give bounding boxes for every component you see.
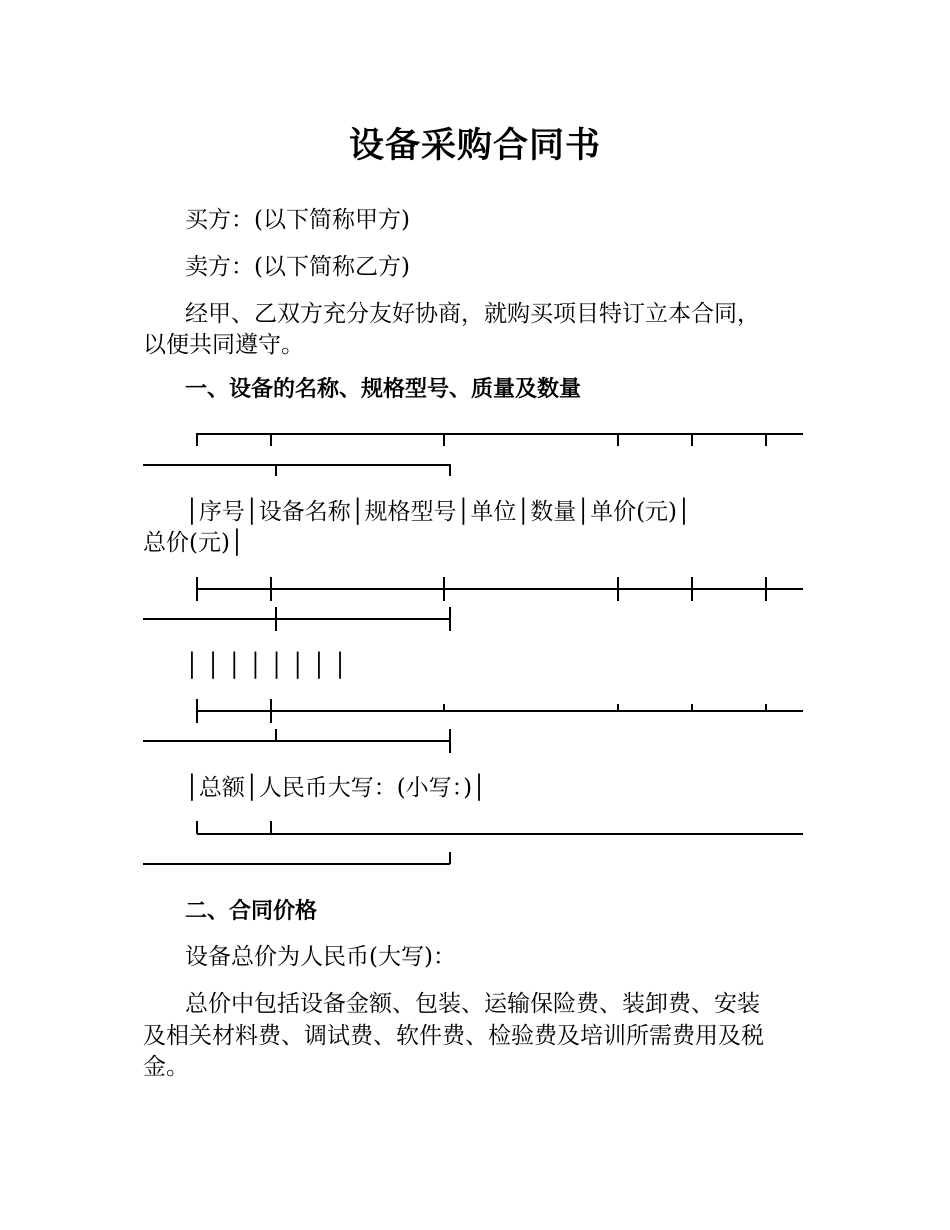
intro-line-1: 经甲、乙双方充分友好协商，就购买项目特订立本合同， <box>185 301 760 327</box>
table-row-separator <box>143 699 803 753</box>
document-title: 设备采购合同书 <box>348 126 601 166</box>
section-1-heading: 一、设备的名称、规格型号、质量及数量 <box>185 377 582 402</box>
table-empty-row: │ │ │ │ │ │ │ │ <box>185 653 347 679</box>
price-line: 设备总价为人民币(大写)： <box>185 944 456 970</box>
seller-line: 卖方：(以下简称乙方) <box>185 254 410 280</box>
intro-line-2: 以便共同遵守。 <box>143 332 304 358</box>
table-header-separator <box>143 577 803 631</box>
table-header-row-2: 总价(元)│ <box>143 530 244 556</box>
section-2-heading: 二、合同价格 <box>185 899 318 924</box>
price-detail-line-1: 总价中包括设备金额、包装、运输保险费、装卸费、安装 <box>185 991 760 1017</box>
price-detail-line-2: 及相关材料费、调试费、软件费、检验费及培训所需费用及税 <box>143 1023 764 1049</box>
table-total-row: │总额│人民币大写：(小写：)│ <box>185 775 486 801</box>
table-bottom-border <box>143 821 803 864</box>
buyer-line: 买方：(以下简称甲方) <box>185 207 410 233</box>
table-top-border <box>143 433 803 476</box>
price-detail-line-3: 金。 <box>143 1054 189 1080</box>
table-header-row-1: │序号│设备名称│规格型号│单位│数量│单价(元)│ <box>185 499 691 525</box>
